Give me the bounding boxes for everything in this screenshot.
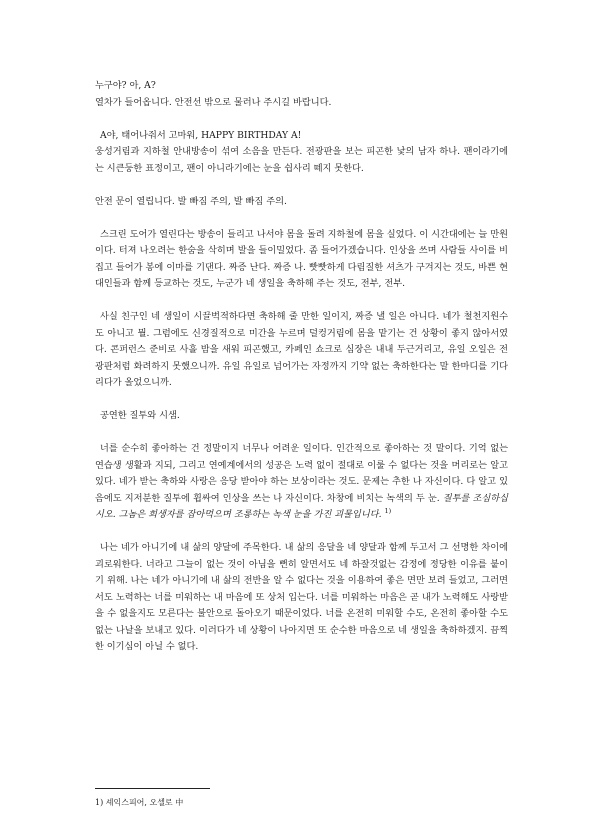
scene-paragraph: 웅성거림과 지하철 안내방송이 섞여 소음을 만든다. 전광판을 보는 피곤한 낯의 남자 하나. 팬이라기에는 시큰둥한 표정이고, 팬이 아니라기에는 눈을 쉽사리 떼지 못한다.	[95, 146, 508, 174]
paragraph-4	[95, 441, 508, 524]
paragraph-3: 공연한 질투와 시샘.	[100, 410, 180, 421]
footnote: 1) 셰익스피어, 오셀로 中	[95, 798, 184, 807]
paragraph-2: 사실 친구인 네 생일이 시끌벅적하다면 축하해 줄 만한 일이지, 짜증 낼 일은 아니다. 네가 철천지원수도 아니고 뭘. 그럼에도 신경질적으로 미간을 누르며 덜컹거림에 몸을 맡기는 건 상황이 좋지 않아서였다. 콘퍼런스 준비로 사흘 밤을 새워 피곤했고, 카페인 쇼크로 심장은 내내 두근거리고, 유일 오일은 전광판처럼 화려하지 못했으니까. 유일 유일로 넘어가는 자정까지 기약 없는 축하한다는 말 한마디를 기다리다가 올었으니까.	[95, 311, 508, 388]
announcement-line: 안전 문이 열립니다. 발 빠짐 주의, 발 빠짐 주의.	[95, 195, 287, 207]
footnote-reference[interactable]: 1)	[384, 506, 392, 515]
dialogue-line: 누구야? 아, A?	[95, 80, 156, 91]
paragraph-5: 나는 네가 아니기에 내 삶의 양달에 주목한다. 내 삶의 응달을 네 양달과 함께 두고서 그 선명한 차이에 괴로워한다. 너라고 그늘이 없는 것이 아님을 뻔히 알면서도 네 하잘것없는 감정에 정당한 이유를 붙이기 위해. 나는 네가 아니기에 내 삶의 전반을 알 수 없다는 것을 이용하여 좋은 면만 보려 들었고, 그러면서도 노력하는 너를 미워하는 내 마음에 또 상처 입는다. 너를 미워하는 마음은 곧 내가 노력해도 사랑받을 수 없을지도 모른다는 불안으로 돌아오기 때문이었다. 너를 온전히 미워할 수도, 온전히 좋아할 수도 없는 나날을 보내고 있다. 이러다가 네 상황이 나아지면 또 순수한 마음으로 네 생일을 축하하겠지. 끔찍한 이기심이 아닐 수 없다.	[95, 542, 508, 652]
birthday-message: A야, 태어나줘서 고마워, HAPPY BIRTHDAY A!	[100, 129, 302, 141]
footnote-divider	[95, 788, 210, 789]
announcement-line: 열차가 들어옵니다. 안전선 밖으로 물러나 주시길 바랍니다.	[95, 96, 332, 108]
paragraph-4-text: 너를 순수히 좋아하는 건 정말이지 너무나 어려운 일이다. 인간적으로 좋아하는 것 말이다. 기억 없는 연습생 생활과 지되, 그리고 연예계에서의 성공은 노력 없이 절대로 이룰 수 없다는 것을 머리로는 알고 있다. 네가 받는 축하와 사랑은 응당 받아야 하는 보상이라는 것도. 문제는 추한 나 자신이다. 다 알고 있음에도 지저분한 질투에 휩싸여 인상을 쓰는 나 자신이다. 차창에 비치는 녹색의 두 눈.	[95, 443, 508, 504]
paragraph-1: 스크린 도어가 열린다는 방송이 들리고 나서야 몸을 돌려 지하철에 몸을 실었다. 이 시간대에는 늘 만원이다. 터져 나오려는 한숨을 삭히며 발을 들이밀었다. 좀 들어가겠습니다. 인상을 쓰며 사람들 사이를 비집고 들어가 봉에 이마를 기댄다. 짜증 난다. 짜증 나. 빳빳하게 다림질한 셔츠가 구겨지는 것도, 바쁜 현대인들과 함께 등교하는 것도, 누군가 네 생일을 축하해 주는 것도, 전부, 전부.	[95, 228, 508, 289]
document-body	[95, 78, 508, 672]
othello-quote: 질투를 조심하십시오. 그놈은 희생자를 잡아먹으며 조롱하는 녹색 눈을 가진 괴물입니다.	[95, 492, 509, 520]
